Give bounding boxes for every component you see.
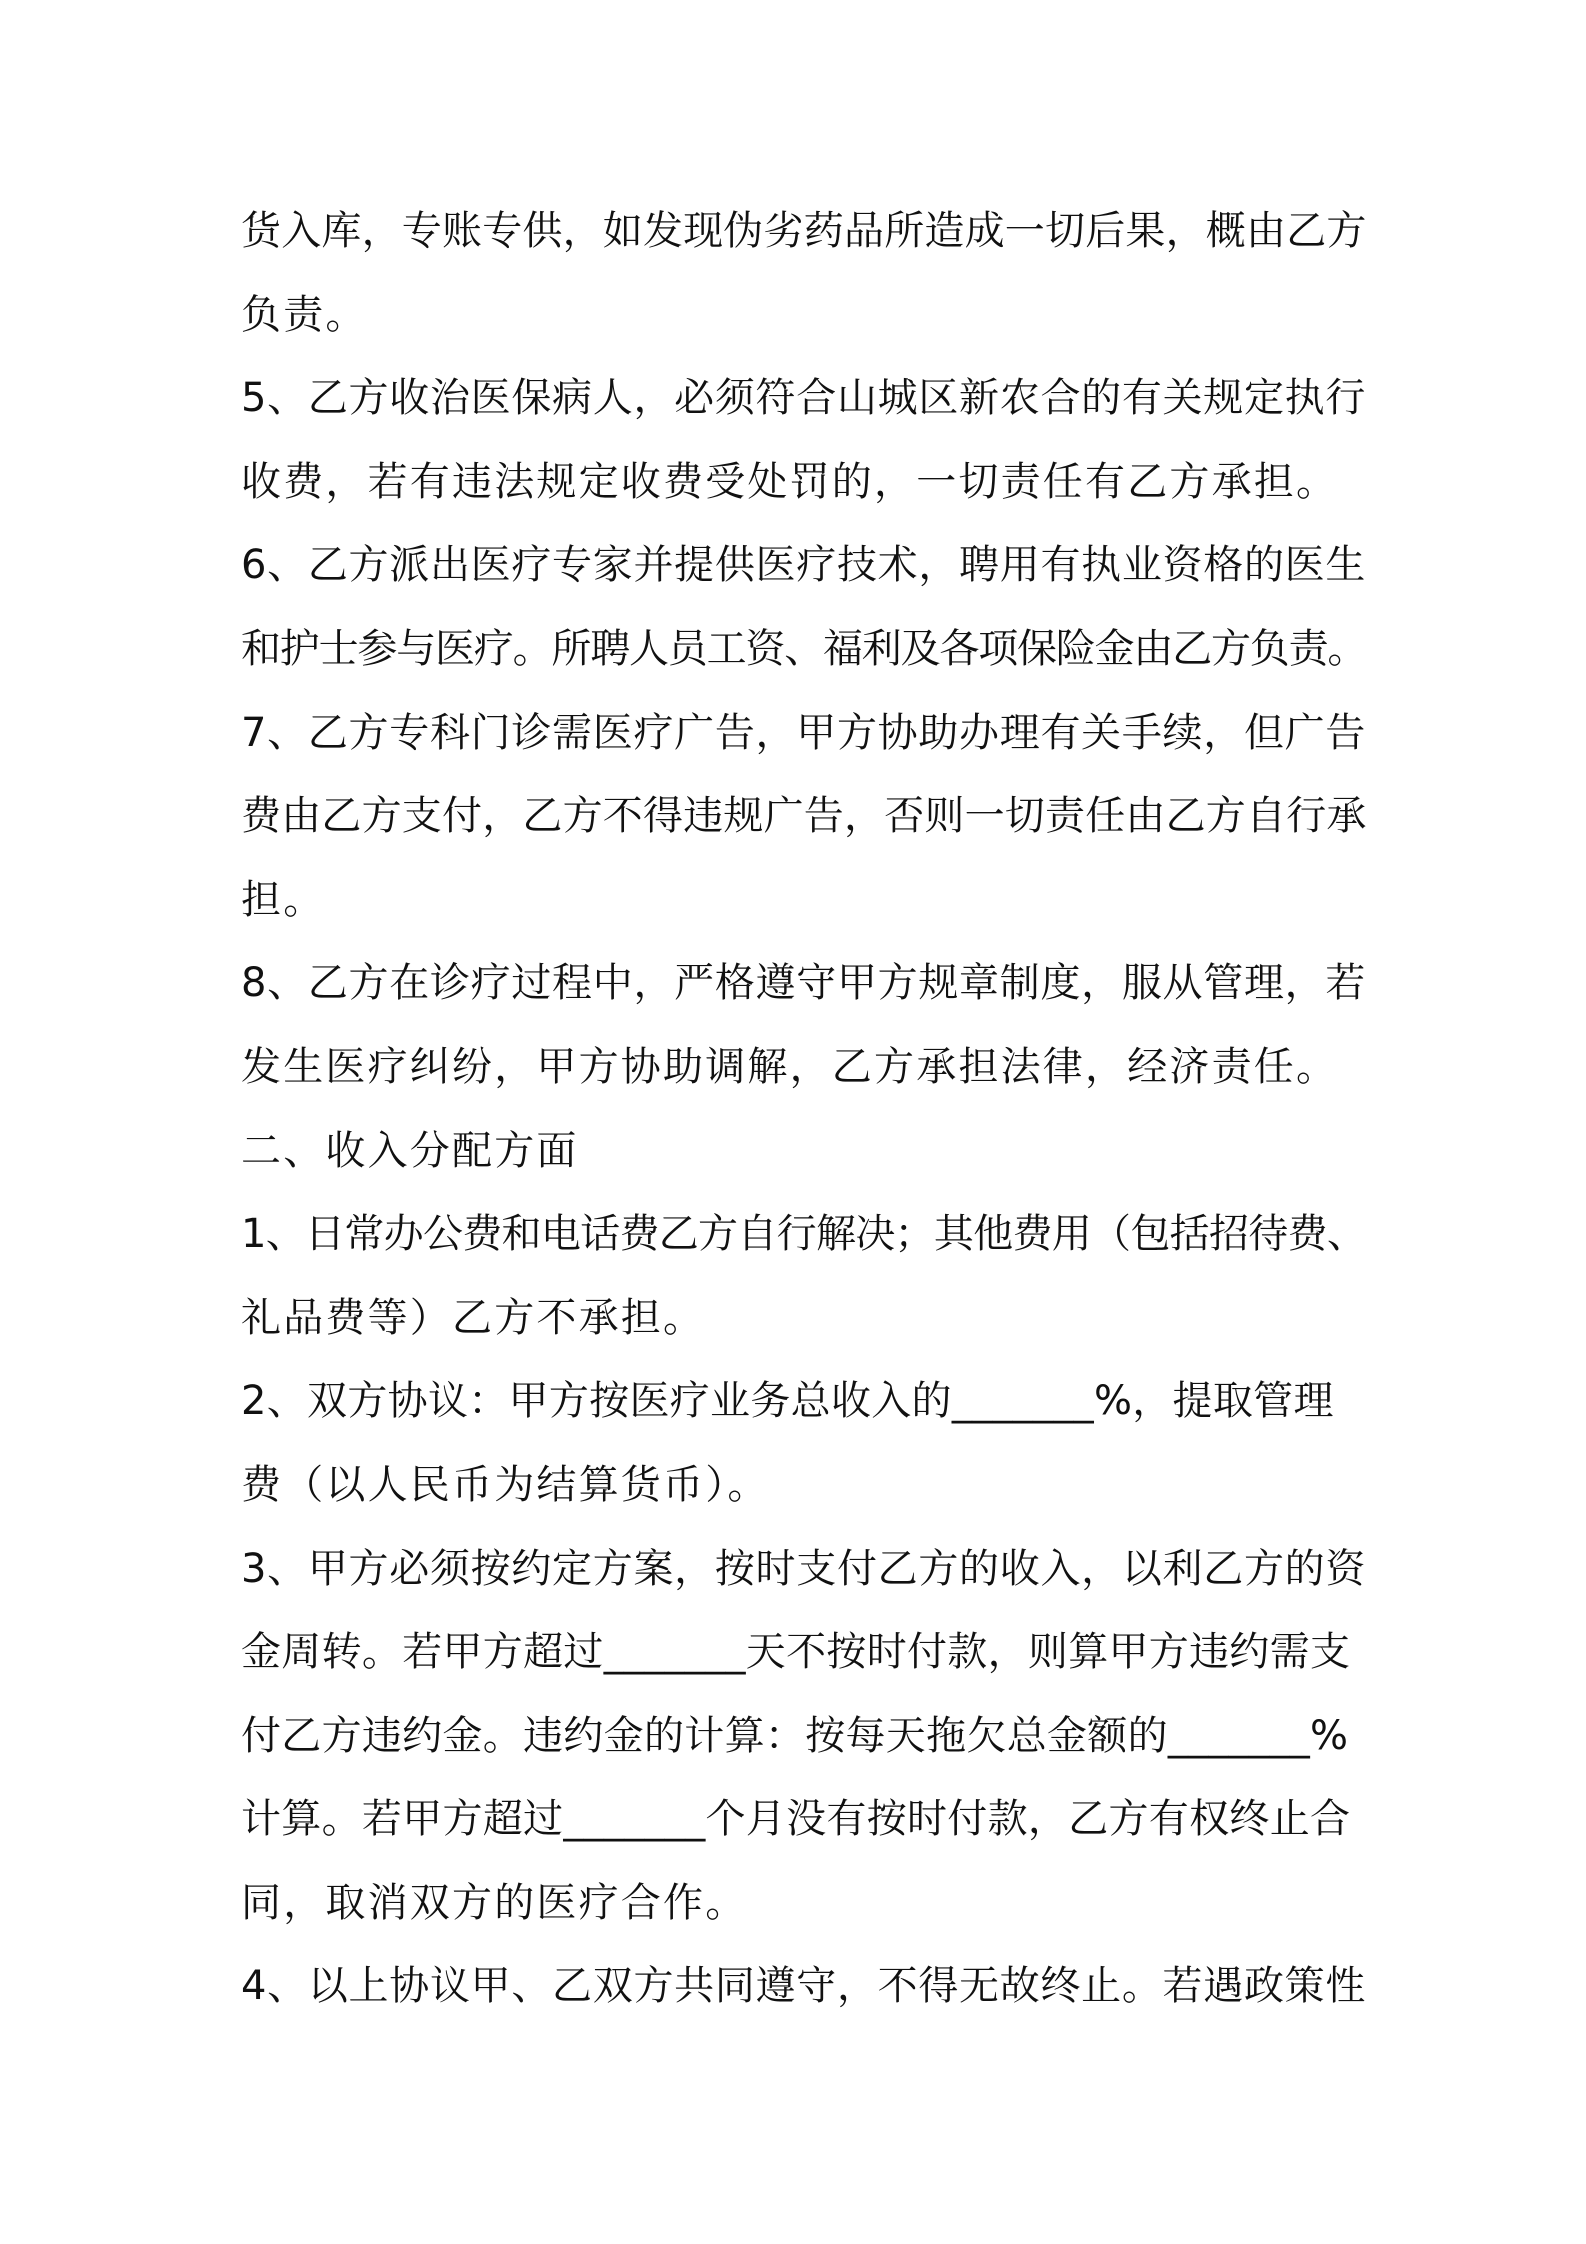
text-line-2: 负责。 (241, 291, 368, 338)
clause-7-line-2: 费由乙方支付，乙方不得违规广告，否则一切责任由乙方自行承 (241, 793, 1367, 840)
clause-5-line-1: 5、乙方收治医保病人，必须符合山城区新农合的有关规定执行 (241, 375, 1367, 422)
clause-7-line-1: 7、乙方专科门诊需医疗广告，甲方协助办理有关手续，但广告 (241, 709, 1367, 756)
income-clause-3-line-3: 付乙方违约金。违约金的计算：按每天拖欠总金额的_______% (241, 1712, 1349, 1759)
document-body (241, 190, 1371, 2029)
clause-8-line-1: 8、乙方在诊疗过程中，严格遵守甲方规章制度，服从管理，若 (241, 960, 1367, 1007)
clause-5-line-2: 收费，若有违法规定收费受处罚的，一切责任有乙方承担。 (241, 458, 1339, 505)
text-line-1: 货入库，专账专供，如发现伪劣药品所造成一切后果，概由乙方 (241, 208, 1367, 254)
clause-6-line-2: 和护士参与医疗。所聘人员工资、福利及各项保险金由乙方负责。 (241, 625, 1367, 672)
income-clause-2-line-2: 费（以人民币为结算货币）。 (241, 1461, 770, 1508)
income-clause-1-line-2: 礼品费等）乙方不承担。 (241, 1294, 706, 1341)
income-clause-3-line-1: 3、甲方必须按约定方案，按时支付乙方的收入，以利乙方的资 (241, 1545, 1367, 1592)
income-clause-3-line-2: 金周转。若甲方超过_______天不按时付款，则算甲方违约需支 (241, 1629, 1351, 1676)
income-clause-2-line-1: 2、双方协议：甲方按医疗业务总收入的_______%，提取管理 (241, 1378, 1334, 1425)
clause-7-line-3: 担。 (241, 876, 326, 923)
income-clause-3-line-5: 同，取消双方的医疗合作。 (241, 1879, 748, 1926)
income-clause-1-line-1: 1、日常办公费和电话费乙方自行解决；其他费用（包括招待费、 (241, 1211, 1367, 1258)
income-clause-4-line-1: 4、以上协议甲、乙双方共同遵守，不得无故终止。若遇政策性 (241, 1963, 1367, 2010)
clause-8-line-2: 发生医疗纠纷，甲方协助调解，乙方承担法律，经济责任。 (241, 1043, 1339, 1090)
section-heading-income-distribution: 二、收入分配方面 (241, 1127, 579, 1174)
clause-6-line-1: 6、乙方派出医疗专家并提供医疗技术，聘用有执业资格的医生 (241, 542, 1367, 589)
income-clause-3-line-4: 计算。若甲方超过_______个月没有按时付款，乙方有权终止合 (241, 1796, 1351, 1843)
